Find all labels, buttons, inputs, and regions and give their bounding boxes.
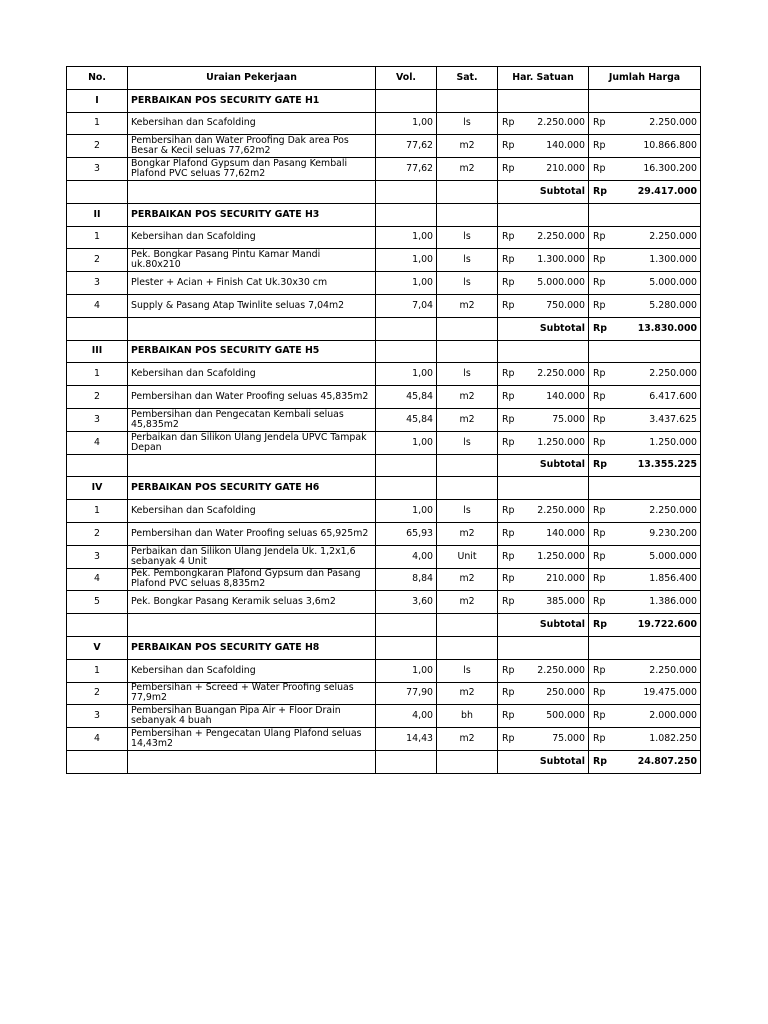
item-number: 1: [67, 112, 128, 135]
currency-label: Rp: [593, 368, 606, 380]
table-row: [67, 500, 701, 523]
subtotal-amount: [589, 317, 701, 340]
item-unit-price-value: 250.000: [546, 687, 585, 699]
item-total-value: 2.250.000: [649, 664, 697, 676]
item-description: Kebersihan dan Scafolding: [128, 363, 376, 386]
item-total: [589, 294, 701, 317]
currency-label: Rp: [502, 299, 515, 311]
currency-label: Rp: [502, 254, 515, 266]
currency-label: Rp: [502, 596, 515, 608]
currency-label: Rp: [593, 755, 607, 767]
item-total-value: 5.000.000: [649, 277, 697, 289]
item-unit-price: [498, 249, 589, 272]
item-unit-price: [498, 568, 589, 591]
currency-label: Rp: [593, 140, 606, 152]
item-total-value: 9.230.200: [649, 527, 697, 539]
item-description: Kebersihan dan Scafolding: [128, 500, 376, 523]
item-number: 2: [67, 249, 128, 272]
subtotal-value: 19.722.600: [637, 619, 697, 631]
table-row: [67, 294, 701, 317]
currency-label: Rp: [593, 710, 606, 722]
subtotal-label: Subtotal: [498, 180, 589, 203]
item-unit-price: [498, 135, 589, 158]
table-row: [67, 158, 701, 181]
item-unit-price-value: 75.000: [552, 413, 585, 425]
currency-label: Rp: [593, 163, 606, 175]
item-description: Kebersihan dan Scafolding: [128, 226, 376, 249]
currency-label: Rp: [502, 687, 515, 699]
currency-label: Rp: [502, 436, 515, 448]
item-total-value: 19.475.000: [643, 687, 697, 699]
item-total-value: 2.250.000: [649, 117, 697, 129]
item-unit: ls: [437, 431, 498, 454]
item-total: [589, 431, 701, 454]
item-unit: ls: [437, 659, 498, 682]
item-total: [589, 272, 701, 295]
item-unit: m2: [437, 591, 498, 614]
currency-label: Rp: [502, 550, 515, 562]
item-number: 4: [67, 431, 128, 454]
item-total: [589, 545, 701, 568]
item-total: [589, 659, 701, 682]
item-unit-price: [498, 500, 589, 523]
item-total: [589, 408, 701, 431]
currency-label: Rp: [502, 231, 515, 243]
header-no: No.: [67, 67, 128, 90]
currency-label: Rp: [502, 413, 515, 425]
item-total-value: 3.437.625: [649, 413, 697, 425]
item-total-value: 2.250.000: [649, 505, 697, 517]
item-unit-price-value: 2.250.000: [537, 368, 585, 380]
item-unit: m2: [437, 728, 498, 751]
item-number: 3: [67, 705, 128, 728]
item-unit: m2: [437, 522, 498, 545]
currency-label: Rp: [593, 391, 606, 403]
item-unit: Unit: [437, 545, 498, 568]
item-unit-price: [498, 682, 589, 705]
header-price: Har. Satuan: [498, 67, 589, 90]
currency-label: Rp: [593, 254, 606, 266]
item-unit-price: [498, 591, 589, 614]
subtotal-label: Subtotal: [498, 317, 589, 340]
subtotal-row: [67, 614, 701, 637]
currency-label: Rp: [593, 527, 606, 539]
item-unit: ls: [437, 272, 498, 295]
item-total-value: 6.417.600: [649, 391, 697, 403]
section-header-row: [67, 203, 701, 226]
item-description: Pek. Pembongkaran Plafond Gypsum dan Pasang Plafond PVC seluas 8,835m2: [128, 568, 376, 591]
item-total-value: 2.000.000: [649, 710, 697, 722]
item-total-value: 1.082.250: [649, 733, 697, 744]
item-volume: 1,00: [376, 363, 437, 386]
item-volume: 4,00: [376, 545, 437, 568]
cost-estimate-table: [66, 66, 701, 774]
currency-label: Rp: [502, 368, 515, 380]
item-unit-price: [498, 431, 589, 454]
item-number: 2: [67, 522, 128, 545]
item-description: Kebersihan dan Scafolding: [128, 659, 376, 682]
subtotal-value: 24.807.250: [637, 755, 697, 767]
section-number: V: [67, 636, 128, 659]
table-body: [67, 67, 701, 774]
item-unit-price-value: 2.250.000: [537, 231, 585, 243]
item-number: 1: [67, 659, 128, 682]
item-total-value: 1.856.400: [649, 573, 697, 585]
item-unit-price-value: 2.250.000: [537, 664, 585, 676]
item-description: Pek. Bongkar Pasang Pintu Kamar Mandi uk.80x210: [128, 249, 376, 272]
item-description: Pembersihan dan Pengecatan Kembali seluas 45,835m2: [128, 408, 376, 431]
item-volume: 1,00: [376, 112, 437, 135]
item-unit: ls: [437, 500, 498, 523]
section-header-row: [67, 340, 701, 363]
section-header-row: [67, 89, 701, 112]
currency-label: Rp: [593, 436, 606, 448]
item-unit-price: [498, 728, 589, 751]
table-row: [67, 682, 701, 705]
section-title: PERBAIKAN POS SECURITY GATE H3: [128, 203, 376, 226]
item-description: Pembersihan + Pengecatan Ulang Plafond seluas 14,43m2: [128, 728, 376, 751]
table-row: [67, 705, 701, 728]
item-unit-price-value: 1.300.000: [537, 254, 585, 266]
item-number: 1: [67, 363, 128, 386]
item-total: [589, 568, 701, 591]
item-unit-price-value: 1.250.000: [537, 436, 585, 448]
item-number: 4: [67, 728, 128, 751]
section-header-row: [67, 636, 701, 659]
item-volume: 1,00: [376, 659, 437, 682]
item-volume: 8,84: [376, 568, 437, 591]
item-number: 2: [67, 682, 128, 705]
item-number: 1: [67, 500, 128, 523]
item-volume: 77,62: [376, 135, 437, 158]
item-volume: 1,00: [376, 226, 437, 249]
table-row: [67, 386, 701, 409]
item-unit-price: [498, 112, 589, 135]
item-description: Pembersihan dan Water Proofing Dak area Pos Besar & Kecil seluas 77,62m2: [128, 135, 376, 158]
item-unit-price-value: 500.000: [546, 710, 585, 722]
item-unit-price: [498, 363, 589, 386]
table-row: [67, 522, 701, 545]
item-volume: 7,04: [376, 294, 437, 317]
currency-label: Rp: [502, 277, 515, 289]
item-description: Pembersihan dan Water Proofing seluas 65,925m2: [128, 522, 376, 545]
item-unit-price-value: 75.000: [552, 733, 585, 744]
subtotal-label: Subtotal: [498, 750, 589, 773]
item-total-value: 1.386.000: [649, 596, 697, 608]
item-unit-price: [498, 408, 589, 431]
item-total: [589, 386, 701, 409]
item-total-value: 10.866.800: [643, 140, 697, 152]
subtotal-amount: [589, 454, 701, 477]
item-total-value: 1.250.000: [649, 436, 697, 448]
item-total-value: 2.250.000: [649, 368, 697, 380]
item-description: Pek. Bongkar Pasang Keramik seluas 3,6m2: [128, 591, 376, 614]
item-number: 2: [67, 386, 128, 409]
item-unit: m2: [437, 158, 498, 181]
item-unit-price: [498, 659, 589, 682]
header-desc: Uraian Pekerjaan: [128, 67, 376, 90]
subtotal-value: 29.417.000: [637, 185, 697, 197]
currency-label: Rp: [593, 413, 606, 425]
table-row: [67, 408, 701, 431]
item-number: 5: [67, 591, 128, 614]
item-unit: ls: [437, 112, 498, 135]
item-unit-price-value: 5.000.000: [537, 277, 585, 289]
subtotal-row: [67, 317, 701, 340]
currency-label: Rp: [502, 733, 515, 744]
item-volume: 1,00: [376, 272, 437, 295]
currency-label: Rp: [593, 550, 606, 562]
currency-label: Rp: [593, 619, 607, 631]
item-total: [589, 591, 701, 614]
currency-label: Rp: [593, 573, 606, 585]
item-volume: 4,00: [376, 705, 437, 728]
currency-label: Rp: [593, 277, 606, 289]
item-unit-price: [498, 386, 589, 409]
item-description: Plester + Acian + Finish Cat Uk.30x30 cm: [128, 272, 376, 295]
item-total: [589, 500, 701, 523]
section-number: III: [67, 340, 128, 363]
item-unit-price: [498, 545, 589, 568]
item-total-value: 2.250.000: [649, 231, 697, 243]
item-description: Pembersihan + Screed + Water Proofing seluas 77,9m2: [128, 682, 376, 705]
item-number: 3: [67, 408, 128, 431]
currency-label: Rp: [502, 391, 515, 403]
item-number: 3: [67, 158, 128, 181]
item-volume: 45,84: [376, 386, 437, 409]
table-row: [67, 363, 701, 386]
currency-label: Rp: [502, 710, 515, 722]
item-unit-price-value: 2.250.000: [537, 117, 585, 129]
table-row: [67, 545, 701, 568]
item-volume: 1,00: [376, 431, 437, 454]
subtotal-label: Subtotal: [498, 614, 589, 637]
item-unit-price-value: 140.000: [546, 391, 585, 403]
section-title: PERBAIKAN POS SECURITY GATE H5: [128, 340, 376, 363]
currency-label: Rp: [502, 527, 515, 539]
item-description: Kebersihan dan Scafolding: [128, 112, 376, 135]
item-total: [589, 226, 701, 249]
item-total-value: 5.280.000: [649, 299, 697, 311]
item-number: 2: [67, 135, 128, 158]
header-unit: Sat.: [437, 67, 498, 90]
section-header-row: [67, 477, 701, 500]
item-total-value: 1.300.000: [649, 254, 697, 266]
currency-label: Rp: [593, 322, 607, 334]
item-unit-price: [498, 272, 589, 295]
section-number: IV: [67, 477, 128, 500]
item-description: Perbaikan dan Silikon Ulang Jendela UPVC Tampak Depan: [128, 431, 376, 454]
table-row: [67, 272, 701, 295]
subtotal-label: Subtotal: [498, 454, 589, 477]
header-total: Jumlah Harga: [589, 67, 701, 90]
currency-label: Rp: [593, 299, 606, 311]
item-unit-price: [498, 226, 589, 249]
item-unit-price: [498, 705, 589, 728]
table-row: [67, 135, 701, 158]
currency-label: Rp: [593, 459, 607, 471]
item-unit-price: [498, 294, 589, 317]
header-row: [67, 67, 701, 90]
item-total: [589, 705, 701, 728]
item-total: [589, 112, 701, 135]
currency-label: Rp: [593, 733, 606, 744]
item-number: 1: [67, 226, 128, 249]
currency-label: Rp: [502, 505, 515, 517]
section-title: PERBAIKAN POS SECURITY GATE H1: [128, 89, 376, 112]
item-total: [589, 682, 701, 705]
section-title: PERBAIKAN POS SECURITY GATE H8: [128, 636, 376, 659]
currency-label: Rp: [593, 185, 607, 197]
item-number: 3: [67, 272, 128, 295]
item-unit: m2: [437, 386, 498, 409]
currency-label: Rp: [593, 664, 606, 676]
item-unit-price-value: 385.000: [546, 596, 585, 608]
item-unit: ls: [437, 363, 498, 386]
table-row: [67, 249, 701, 272]
table-row: [67, 226, 701, 249]
table-row: [67, 112, 701, 135]
item-description: Bongkar Plafond Gypsum dan Pasang Kembali Plafond PVC seluas 77,62m2: [128, 158, 376, 181]
subtotal-value: 13.355.225: [637, 459, 697, 471]
subtotal-row: [67, 454, 701, 477]
subtotal-row: [67, 180, 701, 203]
item-volume: 14,43: [376, 728, 437, 751]
table-row: [67, 591, 701, 614]
item-volume: 1,00: [376, 249, 437, 272]
item-unit: m2: [437, 135, 498, 158]
currency-label: Rp: [593, 505, 606, 517]
item-unit-price-value: 140.000: [546, 527, 585, 539]
currency-label: Rp: [593, 117, 606, 129]
item-unit: m2: [437, 568, 498, 591]
currency-label: Rp: [502, 573, 515, 585]
item-volume: 77,62: [376, 158, 437, 181]
item-total: [589, 249, 701, 272]
currency-label: Rp: [502, 163, 515, 175]
table-row: [67, 431, 701, 454]
item-volume: 77,90: [376, 682, 437, 705]
item-total: [589, 522, 701, 545]
item-number: 4: [67, 294, 128, 317]
currency-label: Rp: [502, 117, 515, 129]
item-unit-price-value: 1.250.000: [537, 550, 585, 562]
item-unit-price: [498, 522, 589, 545]
item-total: [589, 135, 701, 158]
item-unit: ls: [437, 249, 498, 272]
item-description: Pembersihan dan Water Proofing seluas 45,835m2: [128, 386, 376, 409]
table-row: [67, 568, 701, 591]
section-title: PERBAIKAN POS SECURITY GATE H6: [128, 477, 376, 500]
currency-label: Rp: [593, 231, 606, 243]
item-total: [589, 728, 701, 751]
section-number: I: [67, 89, 128, 112]
subtotal-amount: [589, 180, 701, 203]
item-description: Pembersihan Buangan Pipa Air + Floor Drain sebanyak 4 buah: [128, 705, 376, 728]
table-row: [67, 728, 701, 751]
item-description: Supply & Pasang Atap Twinlite seluas 7,04m2: [128, 294, 376, 317]
item-number: 4: [67, 568, 128, 591]
item-volume: 3,60: [376, 591, 437, 614]
item-unit-price-value: 140.000: [546, 140, 585, 152]
subtotal-amount: [589, 614, 701, 637]
item-total: [589, 158, 701, 181]
item-description: Perbaikan dan Silikon Ulang Jendela Uk. 1,2x1,6 sebanyak 4 Unit: [128, 545, 376, 568]
item-unit: ls: [437, 226, 498, 249]
item-total: [589, 363, 701, 386]
item-total-value: 16.300.200: [643, 163, 697, 175]
currency-label: Rp: [593, 687, 606, 699]
currency-label: Rp: [502, 140, 515, 152]
table-row: [67, 659, 701, 682]
header-vol: Vol.: [376, 67, 437, 90]
item-unit: m2: [437, 682, 498, 705]
item-unit-price-value: 210.000: [546, 573, 585, 585]
item-unit-price-value: 210.000: [546, 163, 585, 175]
item-volume: 65,93: [376, 522, 437, 545]
item-unit: m2: [437, 294, 498, 317]
currency-label: Rp: [502, 664, 515, 676]
currency-label: Rp: [593, 596, 606, 608]
item-unit: m2: [437, 408, 498, 431]
item-unit: bh: [437, 705, 498, 728]
item-unit-price-value: 750.000: [546, 299, 585, 311]
section-number: II: [67, 203, 128, 226]
item-unit-price: [498, 158, 589, 181]
subtotal-value: 13.830.000: [637, 322, 697, 334]
item-unit-price-value: 2.250.000: [537, 505, 585, 517]
item-number: 3: [67, 545, 128, 568]
item-total-value: 5.000.000: [649, 550, 697, 562]
subtotal-row: [67, 750, 701, 773]
subtotal-amount: [589, 750, 701, 773]
item-volume: 45,84: [376, 408, 437, 431]
item-volume: 1,00: [376, 500, 437, 523]
